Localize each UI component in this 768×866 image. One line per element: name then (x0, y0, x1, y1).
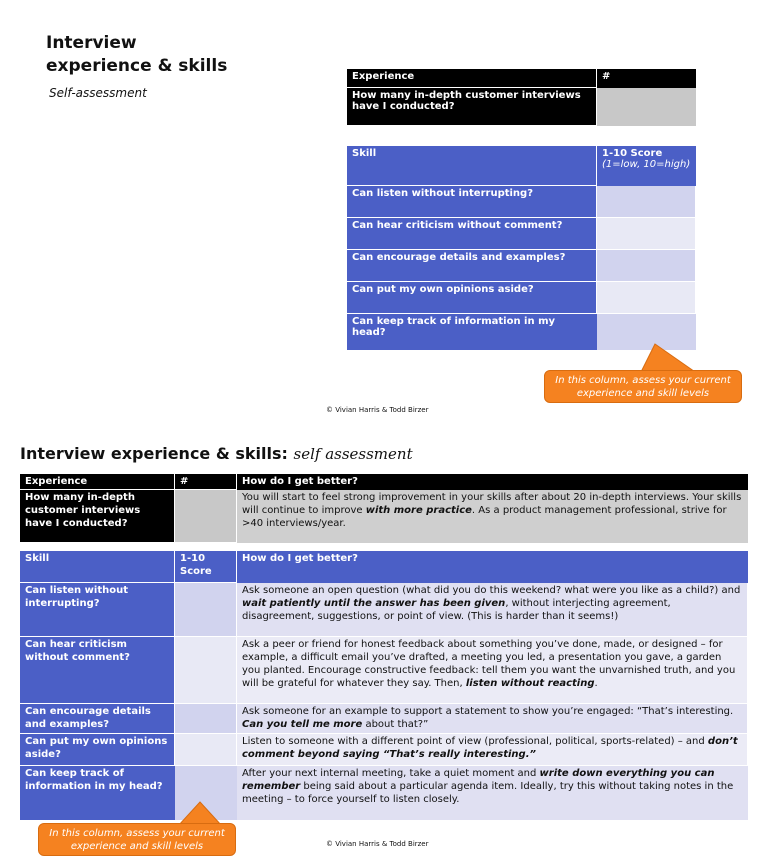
advice-table (20, 474, 748, 820)
advice-text: Listen to someone with a different point of view (professional, political, sports-related) – and don’t comment beyond saying “That’s really interesting.” (237, 734, 748, 766)
skill-header: Skill (20, 551, 175, 583)
score-header: 1-10 Score (175, 551, 237, 583)
score-cell[interactable] (175, 704, 237, 734)
advice-text: Ask someone for an example to support a statement to show you’re engaged: “That’s interesting. Can you tell me more about that?” (237, 704, 748, 734)
experience-table (347, 69, 696, 126)
assessment-callout: In this column, assess your current experience and skill levels (544, 370, 742, 403)
count-header: # (597, 69, 696, 88)
skill-row-label: Can hear criticism without comment? (347, 218, 597, 250)
skill-table (347, 146, 696, 350)
score-cell[interactable] (175, 734, 237, 766)
skill-row-label: Can keep track of information in my head? (20, 766, 175, 820)
skill-header: Skill (347, 146, 597, 186)
score-cell[interactable] (597, 282, 696, 314)
skill-row-label: Can keep track of information in my head? (347, 314, 597, 350)
score-cell[interactable] (175, 583, 237, 637)
advice-text: Ask someone an open question (what did you do this weekend? what were you like as a child?) and wait patiently until the answer has been given, without interjecting agreement, disagreement, suggestions, or point of view. (This is harder than it seems!) (237, 583, 748, 637)
score-header-label: 1-10 Score (602, 148, 663, 159)
experience-count-cell[interactable] (175, 490, 237, 543)
slide-title: Interview experience & skills (46, 33, 228, 76)
skill-row-label: Can listen without interrupting? (20, 583, 175, 637)
advice-header: How do I get better? (237, 551, 748, 583)
score-cell[interactable] (175, 637, 237, 704)
assessment-callout: In this column, assess your current experience and skill levels (38, 823, 236, 856)
title-bold: Interview experience & skills: (20, 444, 288, 463)
score-header (597, 146, 696, 186)
experience-row-label: How many in-depth customer interviews have I conducted? (347, 88, 597, 126)
slide-subtitle: Self-assessment (49, 86, 147, 100)
score-cell[interactable] (597, 218, 696, 250)
score-header-note: (1=low, 10=high) (602, 159, 691, 170)
experience-header: Experience (347, 69, 597, 88)
score-cell[interactable] (597, 250, 696, 282)
skill-row-label: Can put my own opinions aside? (20, 734, 175, 766)
skill-row-label: Can encourage details and examples? (347, 250, 597, 282)
advice-text: After your next internal meeting, take a quiet moment and write down everything you can remember being said about a particular agenda item. Ideally, try this without taking notes in the meeting – to force yourself to listen closely. (237, 766, 748, 820)
experience-header: Experience (20, 474, 175, 490)
advice-text: Ask a peer or friend for honest feedback about something you’ve done, made, or designed – for example, a difficult email you’ve drafted, a meeting you led, a presentation you gave, a garden you planted. Encourage constructive feedback: tell them you want the unvarnished truth, and you will be grateful for whatever they say. Then, listen without reacting. (237, 637, 748, 704)
skill-row-label: Can listen without interrupting? (347, 186, 597, 218)
copyright: © Vivian Harris & Todd Birzer (326, 406, 429, 414)
table-slide-title (20, 444, 413, 463)
experience-count-cell[interactable] (597, 88, 696, 126)
advice-header: How do I get better? (237, 474, 748, 490)
count-header: # (175, 474, 237, 490)
skill-row-label: Can encourage details and examples? (20, 704, 175, 734)
experience-row-label: How many in-depth customer interviews have I conducted? (20, 490, 175, 543)
copyright: © Vivian Harris & Todd Birzer (326, 840, 429, 848)
skill-row-label: Can hear criticism without comment? (20, 637, 175, 704)
skill-row-label: Can put my own opinions aside? (347, 282, 597, 314)
title-italic: self assessment (293, 445, 413, 463)
score-cell[interactable] (597, 186, 696, 218)
advice-text: You will start to feel strong improvement in your skills after about 20 in-depth interviews. Your skills will continue to improve with more practice. As a product management professional, strive for >40 interviews/year. (237, 490, 748, 543)
